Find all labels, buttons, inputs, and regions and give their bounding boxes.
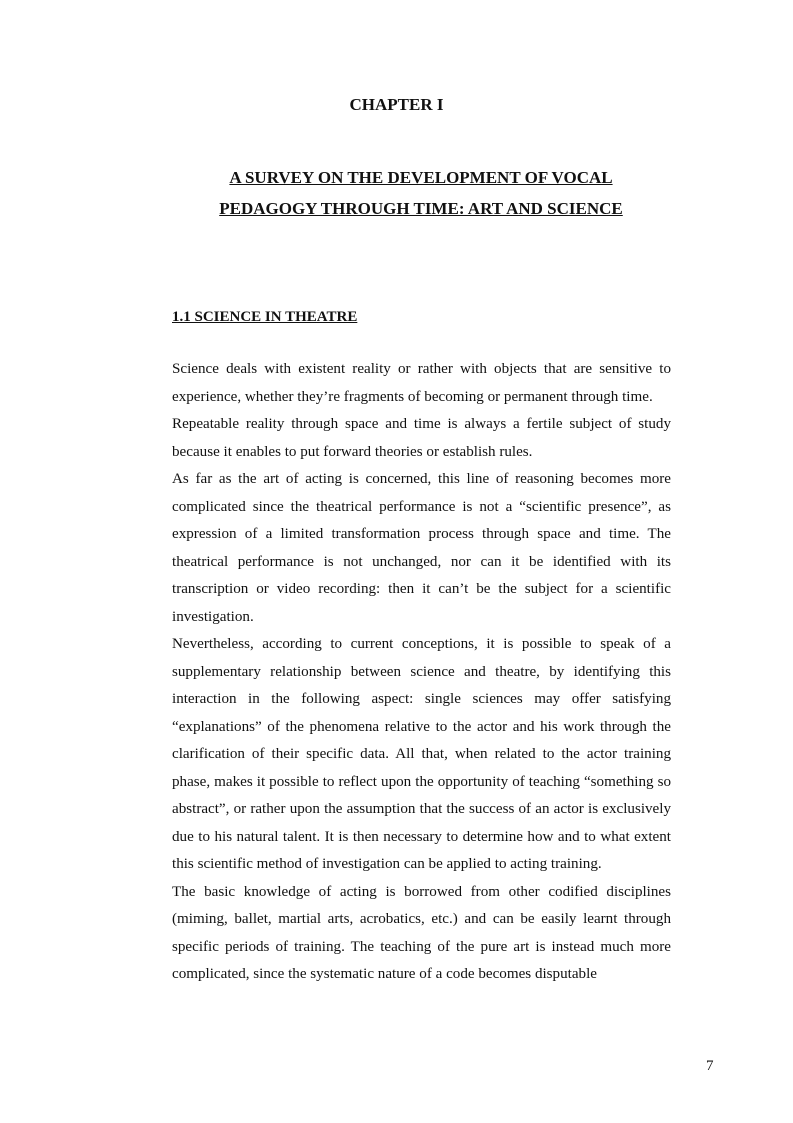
- chapter-title-line: PEDAGOGY THROUGH TIME: ART AND SCIENCE: [219, 199, 623, 218]
- paragraph: Science deals with existent reality or rather with objects that are sensitive to experience, whether they’re fragments of becoming or permanent through time.: [172, 361, 671, 405]
- paragraph: The basic knowledge of acting is borrowed from other codified disciplines (miming, ballet, martial arts, acrobatics, etc.) and can be easily learnt through specific periods of training. The teaching of the pure art is instead much more complicated, since the systematic nature of a code becomes disputable: [172, 883, 671, 982]
- section-heading: 1.1 SCIENCE IN THEATRE: [172, 309, 358, 325]
- paragraph: Nevertheless, according to current conceptions, it is possible to speak of a supplementary relationship between science and theatre, by identifying this interaction in the following aspect: single sciences may offer satisfying “explanations” of the phenomena relative to the actor and his work through the clarification of their specific data. All that, when related to the actor training phase, makes it possible to reflect upon the opportunity of teaching “something so abstract”, or rather upon the assumption that the success of an actor is exclusively due to his natural talent. It is then necessary to determine how and to what extent this scientific method of investigation can be applied to acting training.: [172, 636, 671, 872]
- chapter-title-line: A SURVEY ON THE DEVELOPMENT OF VOCAL: [229, 168, 613, 187]
- paragraph: As far as the art of acting is concerned, this line of reasoning becomes more complicated since the theatrical performance is not a “scientific presence”, as expression of a limited transformation process through space and time. The theatrical performance is not unchanged, nor can it be identified with its transcription or video recording: then it can’t be the subject for a scientific investigation.: [172, 471, 671, 625]
- chapter-label: CHAPTER I: [349, 95, 444, 114]
- body-text: [172, 356, 671, 989]
- page-number: 7: [706, 1058, 714, 1074]
- paragraph: Repeatable reality through space and time is always a fertile subject of study because it enables to put forward theories or establish rules.: [172, 416, 671, 460]
- chapter-title: [150, 162, 692, 224]
